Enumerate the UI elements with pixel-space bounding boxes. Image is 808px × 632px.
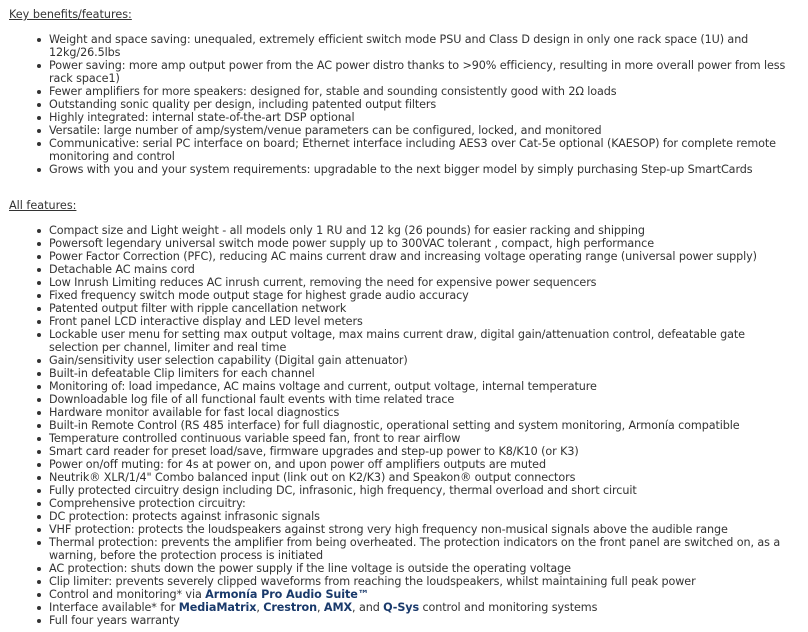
separator: , and [352,601,384,614]
list-item: Built-in defeatable Clip limiters for each channel [0,367,800,380]
list-item: Hardware monitor available for fast local diagnostics [0,406,800,419]
list-item: Built-in Remote Control (RS 485 interface) for full diagnostic, operational setting and system monitoring, Armonía compatible [0,419,800,432]
list-item: Low Inrush Limiting reduces AC inrush current, removing the need for expensive power sequencers [0,276,800,289]
list-item: Smart card reader for preset load/save, firmware upgrades and step-up power to K8/K10 (or K3) [0,445,800,458]
list-item: Front panel LCD interactive display and LED level meters [0,315,800,328]
list-item: VHF protection: protects the loudspeakers against strong very high frequency non-musical signals above the audible range [0,523,800,536]
list-item: Neutrik® XLR/1/4" Combo balanced input (link out on K2/K3) and Speakon® output connectors [0,471,800,484]
crestron-name: Crestron [263,601,317,614]
list-item: Grows with you and your system requirements: upgradable to the next bigger model by simply purchasing Step-up SmartCards [0,163,800,176]
list-item: Temperature controlled continuous variable speed fan, front to rear airflow [0,432,800,445]
key-benefits-heading: Key benefits/features: [9,8,132,21]
all-features-heading: All features: [9,199,77,212]
list-item: Outstanding sonic quality per design, including patented output filters [0,98,800,111]
armonia-suite-name: Armonía Pro Audio Suite™ [205,588,369,601]
list-item: DC protection: protects against infrasonic signals [0,510,800,523]
list-item: Thermal protection: prevents the amplifier from being overheated. The protection indicators on the front panel are switched on, as a warning, before the protection process is initiated [0,536,800,562]
list-item: Power on/off muting: for 4s at power on, and upon power off amplifiers outputs are muted [0,458,800,471]
interface-suffix: control and monitoring systems [419,601,598,614]
list-item: Power saving: more amp output power from the AC power distro thanks to >90% efficiency, resulting in more overall power from less rack space1) [0,59,800,85]
amx-name: AMX [323,601,353,614]
list-item: Compact size and Light weight - all models only 1 RU and 12 kg (26 pounds) for easier racking and shipping [0,224,800,237]
all-features-list [0,224,800,627]
list-item: Communicative: serial PC interface on board; Ethernet interface including AES3 over Cat-5e optional (KAESOP) for complete remote monitoring and control [0,137,800,163]
interface-item [0,601,800,614]
list-item: Versatile: large number of amp/system/venue parameters can be configured, locked, and monitored [0,124,800,137]
list-item: Clip limiter: prevents severely clipped waveforms from reaching the loudspeakers, whilst maintaining full peak power [0,575,800,588]
list-item: AC protection: shuts down the power supply if the line voltage is outside the operating voltage [0,562,800,575]
key-benefits-list [0,33,800,176]
interface-prefix: Interface available* for [49,601,179,614]
list-item: Downloadable log file of all functional fault events with time related trace [0,393,800,406]
list-item: Monitoring of: load impedance, AC mains voltage and current, output voltage, internal temperature [0,380,800,393]
separator: , [256,601,264,614]
list-item: Patented output filter with ripple cancellation network [0,302,800,315]
separator: , [316,601,324,614]
list-item: Highly integrated: internal state-of-the-art DSP optional [0,111,800,124]
mediamatrix-name: MediaMatrix [178,601,257,614]
list-item: Fixed frequency switch mode output stage for highest grade audio accuracy [0,289,800,302]
list-item: Gain/sensitivity user selection capability (Digital gain attenuator) [0,354,800,367]
control-prefix: Control and monitoring* via [49,588,206,601]
list-item: Comprehensive protection circuitry: [0,497,800,510]
list-item: Weight and space saving: unequaled, extremely efficient switch mode PSU and Class D design in only one rack space (1U) and 12kg/26.5lbs [0,33,800,59]
list-item: Lockable user menu for setting max output voltage, max mains current draw, digital gain/attenuation control, defeatable gate selection per channel, limiter and real time [0,328,800,354]
list-item: Powersoft legendary universal switch mode power supply up to 300VAC tolerant , compact, high performance [0,237,800,250]
qsys-name: Q-Sys [383,601,420,614]
list-item: Power Factor Correction (PFC), reducing AC mains current draw and increasing voltage operating range (universal power supply) [0,250,800,263]
warranty-item: Full four years warranty [0,614,800,627]
list-item: Fully protected circuitry design including DC, infrasonic, high frequency, thermal overload and short circuit [0,484,800,497]
list-item: Fewer amplifiers for more speakers: designed for, stable and sounding consistently good with 2Ω loads [0,85,800,98]
control-monitoring-item [0,588,800,601]
list-item: Detachable AC mains cord [0,263,800,276]
